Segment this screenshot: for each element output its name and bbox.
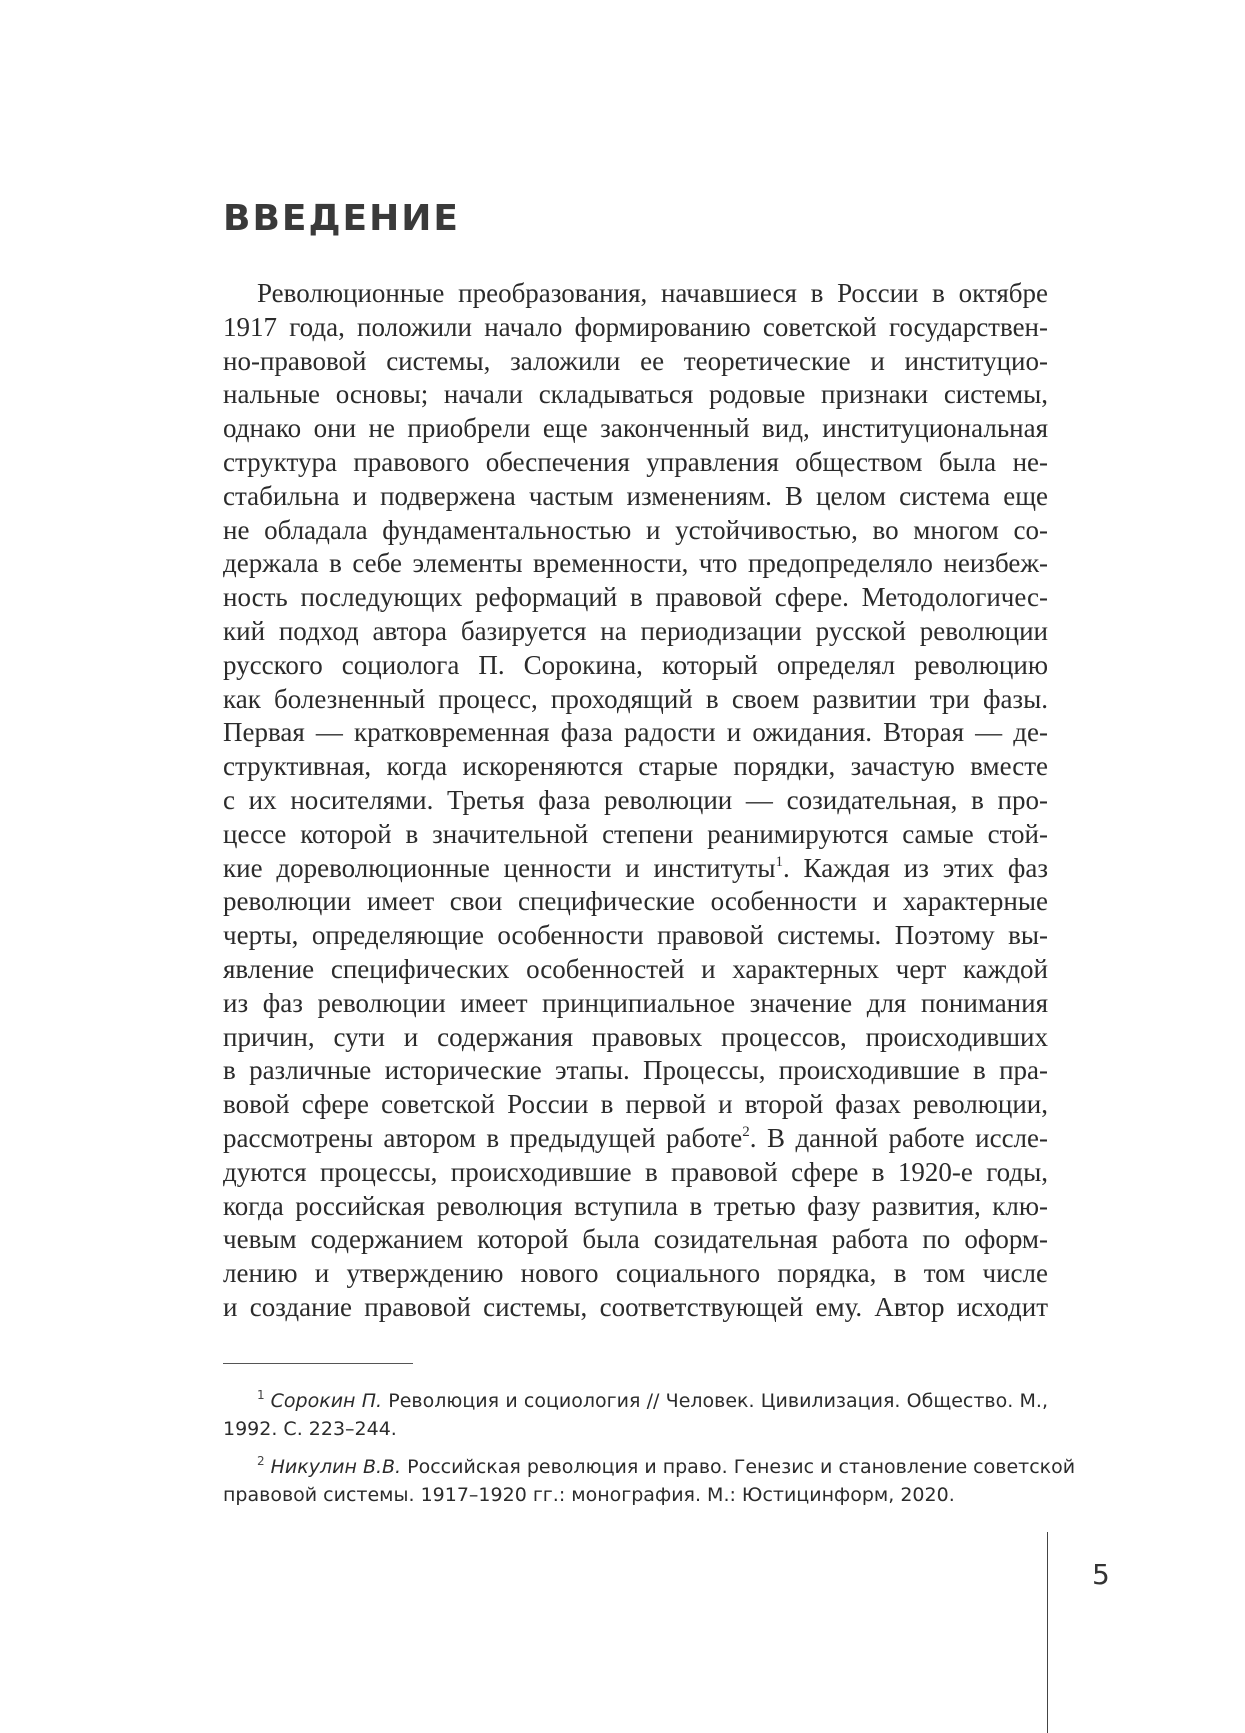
text-line: явление специфических особенностей и характерных черт каждой xyxy=(223,953,1048,984)
text-line: как болезненный процесс, проходящий в своем развитии три фазы. xyxy=(223,683,1048,714)
footnote-text: Российская революция и право. Генезис и становление советской xyxy=(401,1456,1076,1478)
footnote-reference-1[interactable]: 1 xyxy=(775,853,783,870)
footnote-reference-2[interactable]: 2 xyxy=(742,1123,750,1140)
text-line-with-footnote xyxy=(223,852,1048,886)
footnote-mark: 2 xyxy=(257,1454,265,1468)
footnote-1 xyxy=(223,1381,1048,1443)
text-line: с их носителями. Третья фаза революции — созидательная, в про- xyxy=(223,784,1048,815)
footnote-line xyxy=(223,1447,1076,1481)
text-line: структура правового обеспечения управления обществом была не- xyxy=(223,446,1048,477)
text-line: держала в себе элементы временности, что предопределяло неизбеж- xyxy=(223,548,1048,579)
text-line: кий подход автора базируется на периодизации русской революции xyxy=(223,615,1048,646)
text-line: дуются процессы, происходившие в правовой сфере в 1920-е годы, xyxy=(223,1156,1048,1187)
text-line: революции имеет свои специфические особенности и характерные xyxy=(223,886,1048,917)
text-segment: . Каждая из этих фаз xyxy=(782,852,1048,883)
text-line: из фаз революции имеет принципиальное значение для понимания xyxy=(223,987,1048,1018)
text-line: когда российская революция вступила в третью фазу развития, клю- xyxy=(223,1190,1048,1221)
footnote-text: Революция и социология // Человек. Цивилизация. Общество. М., xyxy=(382,1390,1048,1412)
text-segment: . В данной работе иссле- xyxy=(749,1122,1048,1153)
text-line: стабильна и подвержена частым изменениям. В целом система еще xyxy=(223,480,1048,511)
footnote-author: Никулин В.В. xyxy=(270,1456,402,1478)
text-line: в различные исторические этапы. Процессы, происходившие в пра- xyxy=(223,1055,1048,1086)
text-line: Революционные преобразования, начавшиеся в России в октябре xyxy=(257,278,1048,308)
text-segment: кие дореволюционные ценности и институты xyxy=(223,852,776,883)
footnote-2 xyxy=(223,1447,1076,1509)
text-segment: рассмотрены автором в предыдущей работе xyxy=(223,1122,743,1153)
text-line: причин, сути и содержания правовых процессов, происходивших xyxy=(223,1021,1048,1052)
text-line: цессе которой в значительной степени реанимируются самые стой- xyxy=(223,818,1048,849)
footnote-line: 1992. С. 223–244. xyxy=(223,1418,397,1440)
footnote-line: правовой системы. 1917–1920 гг.: монография. М.: Юстицинформ, 2020. xyxy=(223,1484,955,1506)
page-number: 5 xyxy=(1092,1558,1110,1591)
text-line-with-footnote xyxy=(223,1122,1048,1156)
page-edge-rule xyxy=(1047,1532,1048,1733)
text-line: 1917 года, положили начало формированию советской государствен- xyxy=(223,311,1048,342)
footnote-line xyxy=(223,1381,1048,1415)
text-line: чевым содержанием которой была созидательная работа по оформ- xyxy=(223,1224,1048,1255)
text-line: нальные основы; начали складываться родовые признаки системы, xyxy=(223,379,1048,410)
body-paragraph xyxy=(223,277,1048,1325)
text-line: лению и утверждению нового социального порядка, в том числе xyxy=(223,1258,1048,1289)
text-line: вовой сфере советской России в первой и второй фазах революции, xyxy=(223,1089,1048,1120)
text-line: Первая — кратковременная фаза радости и ожидания. Вторая — де- xyxy=(223,717,1048,748)
text-line: и создание правовой системы, соответствующей ему. Автор исходит xyxy=(223,1291,1048,1322)
text-line: русского социолога П. Сорокина, который определял революцию xyxy=(223,649,1048,680)
text-line: черты, определяющие особенности правовой системы. Поэтому вы- xyxy=(223,920,1048,951)
text-line: не обладала фундаментальностью и устойчивостью, во многом со- xyxy=(223,514,1048,545)
footnote-mark: 1 xyxy=(257,1388,265,1402)
footnote-divider xyxy=(223,1363,413,1364)
text-line: однако они не приобрели еще законченный вид, институциональная xyxy=(223,413,1048,444)
page-title: ВВЕДЕНИЕ xyxy=(223,198,460,239)
footnote-author: Сорокин П. xyxy=(270,1390,383,1412)
text-line: но-правовой системы, заложили ее теоретические и институцио- xyxy=(223,345,1048,376)
text-line: структивная, когда искореняются старые порядки, зачастую вместе xyxy=(223,751,1048,782)
text-line: ность последующих реформаций в правовой сфере. Методологичес- xyxy=(223,582,1048,613)
